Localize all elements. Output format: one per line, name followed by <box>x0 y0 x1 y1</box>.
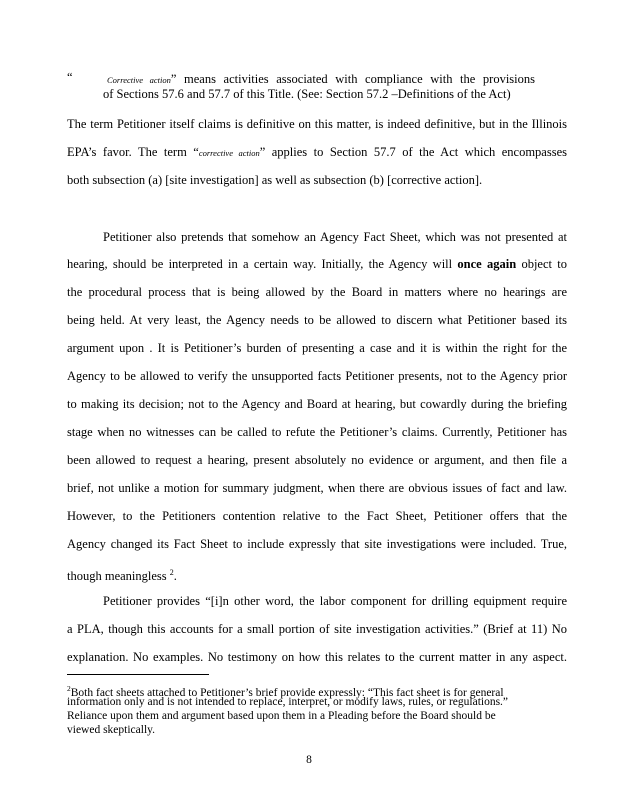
definition-line-2: of Sections 57.6 and 57.7 of this Title. (See: Section 57.2 –Definitions of the Act) <box>103 87 511 101</box>
footnote-line-4: viewed skeptically. <box>67 724 156 736</box>
definition-open-quote: “ <box>67 70 73 84</box>
body-line-1: The term Petitioner itself claims is definitive on this matter, is indeed definitive, but in the Illinois <box>67 117 567 131</box>
definition-term: Corrective action <box>107 75 171 85</box>
emphasis-once-again: once again <box>457 257 517 271</box>
body-line-16-b: . <box>173 569 177 584</box>
body-line-6: the procedural process that is being allowed by the Board in matters where no hearings are <box>67 285 567 299</box>
inline-term: corrective action <box>198 148 260 158</box>
footnote-line-2: information only and is not intended to replace, interpret, or modify laws, rules, or regulations.” <box>67 696 509 708</box>
body-line-9: Agency to be allowed to verify the unsupported facts Petitioner presents, not to the Agency prior <box>67 369 567 383</box>
body-line-5-a: hearing, should be interpreted in a certain way. Initially, the Agency will <box>67 257 453 271</box>
body-line-3: both subsection (a) [site investigation] as well as subsection (b) [corrective action]. <box>67 173 483 187</box>
footnote-line-3: Reliance upon them and argument based upon them in a Pleading before the Board should be <box>67 710 496 722</box>
body-line-14: However, to the Petitioners contention relative to the Fact Sheet, Petitioner offers that the <box>67 509 567 523</box>
body-line-2-a: EPA’s favor. The term “ <box>67 145 199 159</box>
footnote-separator <box>67 674 209 675</box>
body-line-16 <box>67 565 567 584</box>
body-line-5 <box>67 257 567 272</box>
body-line-17: Petitioner provides “[i]n other word, the labor component for drilling equipment require <box>103 594 567 608</box>
footnote-mark: 2 <box>67 684 71 693</box>
body-line-18: a PLA, though this accounts for a small portion of site investigation activities.” (Brief at 11) No <box>67 622 567 636</box>
body-line-2 <box>67 145 567 161</box>
page-number: 8 <box>306 754 312 766</box>
body-line-5-b: object to <box>521 257 567 271</box>
footnote-reference: 2 <box>169 568 174 577</box>
body-line-15: Agency changed its Fact Sheet to include expressly that site investigations were included. True, <box>67 537 567 551</box>
body-line-8: argument upon . It is Petitioner’s burden of presenting a case and it is within the right for the <box>67 341 567 355</box>
footnote-line-1-text: Both fact sheets attached to Petitioner’s brief provide expressly: “This fact sheet is for general <box>70 686 504 699</box>
body-line-7: being held. At very least, the Agency needs to be allowed to discern what Petitioner based its <box>67 313 567 327</box>
body-line-4: Petitioner also pretends that somehow an Agency Fact Sheet, which was not presented at <box>103 230 567 244</box>
body-line-11: stage when no witnesses can be called to refute the Petitioner’s claims. Currently, Petitioner has <box>67 425 567 439</box>
body-line-12: been allowed to request a hearing, present absolutely no evidence or argument, and then file a <box>67 453 567 467</box>
definition-line-1 <box>107 72 535 87</box>
body-line-13: brief, not unlike a motion for summary judgment, when there are obvious issues of fact and law. <box>67 481 567 495</box>
definition-line-1-rest: ” means activities associated with compliance with the provisions <box>170 72 535 86</box>
body-line-2-b: ” applies to Section 57.7 of the Act which encompasses <box>259 145 567 159</box>
body-line-16-a: though meaningless <box>67 569 167 584</box>
body-line-10: to making its decision; not to the Agency and Board at hearing, but cowardly during the briefing <box>67 397 567 411</box>
body-line-19: explanation. No examples. No testimony on how this relates to the current matter in any aspect. <box>67 650 567 664</box>
